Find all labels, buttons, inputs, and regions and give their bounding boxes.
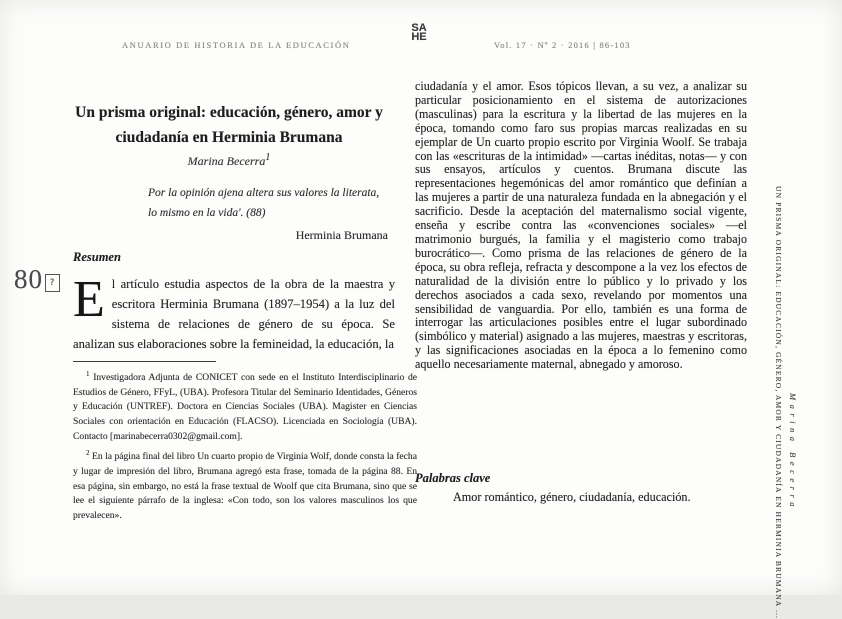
logo-line-bottom: HE <box>411 31 427 43</box>
missing-glyph-box-icon: ? <box>45 274 60 292</box>
author-name: Marina Becerra <box>187 154 266 168</box>
page-number <box>14 264 60 295</box>
footnote-separator <box>73 361 216 362</box>
keywords-heading: Palabras clave <box>415 471 491 485</box>
author-footnote-mark: 1 <box>265 152 271 163</box>
author-line <box>58 152 400 169</box>
article-title <box>58 100 400 150</box>
journal-name: ANUARIO DE HISTORIA DE LA EDUCACIÓN <box>122 40 351 50</box>
footnote-1-mark: 1 <box>86 370 90 378</box>
footnotes <box>73 367 417 525</box>
margin-running-author: Marina Becerra <box>788 393 798 512</box>
footnote-2-mark: 2 <box>86 449 90 458</box>
abstract-heading: Resumen <box>73 250 121 264</box>
issue-info: Vol. 17 · Nº 2 · 2016 | 86-103 <box>494 40 631 50</box>
footnote-1-text: Investigadora Adjunta de CONICET con sede en el Instituto Interdisciplinario de Estudios de Género, FFyL, (UBA). Profesora Titular del Seminario Identidades, Géneros y Educación (UNTREF). Doctora en Ciencias Sociales (UBA). Magister en Ciencias Sociales con orientación en Educación (FLACSO). Licenciada en Sociología (UBA). Contacto [marinabecerra0302@gmail.com]. <box>73 372 417 442</box>
keywords-text: Amor romántico, género, ciudadanía, educación. <box>453 490 691 504</box>
article-title-line1: Un prisma original: educación, género, amor y <box>75 104 383 121</box>
footnote-2-text: En la página final del libro Un cuarto propio de Virginia Wolf, donde consta la fecha y lugar de impresión del libro, Brumana agregó esta frase, tomada de la página 88. En esa página, sin embargo, no está la frase textual de Woolf que cita Brumana, sino que se lee el siguiente párrafo de la inglesa: «Con todo, son los valores masculinos los que prevalecen». <box>73 451 417 521</box>
abstract-right-column: ciudadanía y el amor. Esos tópicos llevan, a su vez, a analizar su particular posicionamiento en el sistema de autorizaciones (masculinas) para la escritura y la libertad de las mujeres en la época, tomando como faro sus propias marcas realizadas en su ejemplar de Un cuarto propio escrito por Virginia Woolf. Se trabaja con las «escrituras de la intimidad» —cartas inéditas, notas— y con sus ensayos, artículos y cuentos. Brumana discute las representaciones hegemónicas del amor romántico que definían a las mujeres a partir de una naturaleza fundada en la abnegación y el sacrificio. Desde la aceptación del maternalismo social vigente, enseña y escribe contra las «convenciones sociales» —el matrimonio burgués, la familia y el magisterio como trabajo burocrático—. Como prisma de las relaciones de género de la época, su obra refleja, refracta y descompone a la vez los efectos de naturalidad de la división entre lo público y lo privado y los derechos asociados a cada sexo, revelando por momentos una sensibilidad de vanguardia. Por ello, también es una forma de interrogar las articulaciones posibles entre el lugar subordinado (simbólico y material) asignado a las mujeres, maestras y escritoras, y las significaciones asociadas en la época a lo femenino como aquello necesariamente maternal, abnegado y amoroso. <box>415 79 747 372</box>
logo-line-top: SA <box>411 22 427 34</box>
footnote-1 <box>73 367 417 444</box>
drop-cap: E <box>73 271 105 328</box>
journal-logo-icon <box>406 24 432 42</box>
epigraph-attribution: Herminia Brumana <box>295 228 388 242</box>
article-title-line2: ciudadanía en Herminia Brumana <box>115 129 343 146</box>
abstract-left-column <box>73 271 395 354</box>
epigraph <box>148 183 388 245</box>
margin-running-title: UN PRISMA ORIGINAL: EDUCACIÓN, GÉNERO, AMOR Y CIUDADANÍA EN HERMINIA BRUMANA ... <box>774 186 783 619</box>
epigraph-quote: Por la opinión ajena altera sus valores la literata, lo mismo en la vida'. (88) <box>148 187 380 219</box>
footnote-2 <box>73 446 417 523</box>
page-number-value: 80 <box>14 264 43 294</box>
abstract-left-text: l artículo estudia aspectos de la obra de la maestra y escritora Herminia Brumana (1897–1954) a la luz del sistema de relaciones de género de su época. Se analizan sus elaboraciones sobre la femineidad, la educación, la <box>73 277 395 351</box>
